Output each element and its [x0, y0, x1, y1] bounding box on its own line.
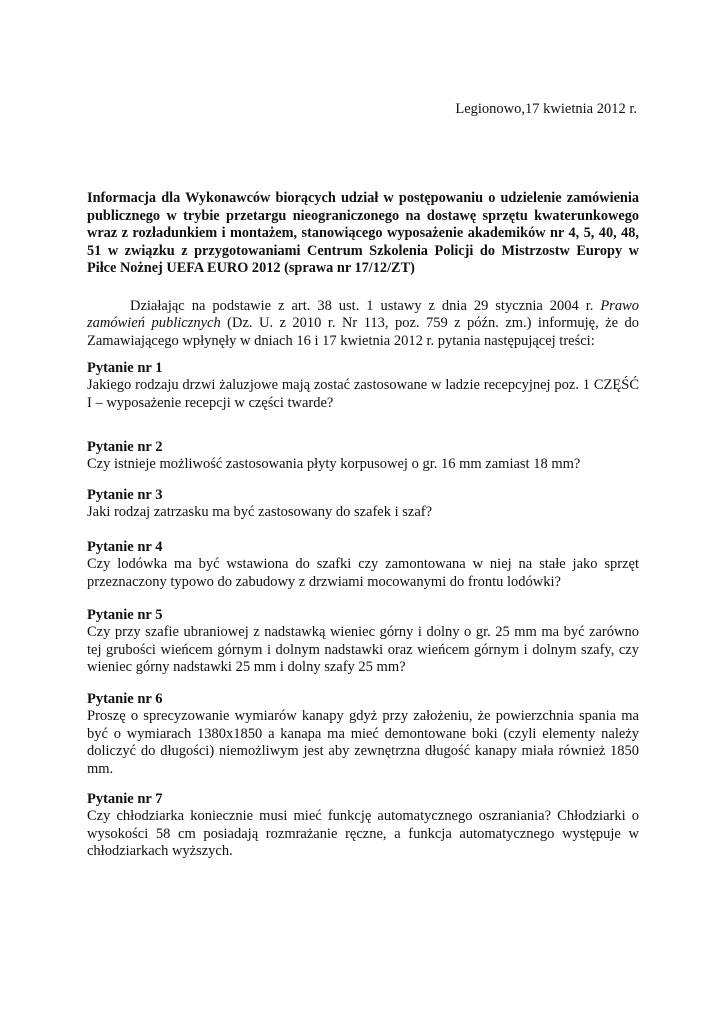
- question-heading: Pytanie nr 4: [87, 539, 163, 555]
- question-text: Czy chłodziarka koniecznie musi mieć funkcję automatycznego oszraniania? Chłodziarki o wysokości 58 cm posiadają rozmrażanie ręczne, a funkcja automatycznego występuje w chłodziarkach wyższych.: [87, 808, 639, 860]
- question-heading: Pytanie nr 7: [87, 791, 163, 807]
- question-text: Proszę o sprecyzowanie wymiarów kanapy gdyż przy założeniu, że powierzchnia spania ma być o wymiarach 1380x1850 a kanapa ma mieć demontowane boki (czyli elementy należy doliczyć do długości) niemożliwym jest aby zewnętrzna długość kanapy miała również 1850 mm.: [87, 708, 639, 777]
- intro-text-start: Działając na podstawie z art. 38 ust. 1 ustawy z dnia 29 stycznia 2004 r.: [130, 298, 601, 314]
- intro-paragraph: [87, 298, 639, 350]
- question-text: Jaki rodzaj zatrzasku ma być zastosowany do szafek i szaf?: [87, 504, 433, 521]
- question-4: [87, 539, 639, 591]
- question-7: [87, 791, 639, 861]
- question-heading: Pytanie nr 5: [87, 607, 163, 623]
- document-title: Informacja dla Wykonawców biorących udział w postępowaniu o udzielenie zamówienia publicznego w trybie przetargu nieograniczonego na dostawę sprzętu kwaterunkowego wraz z rozładunkiem i montażem, stanowiącego wyposażenie akademików nr 4, 5, 40, 48, 51 w związku z przygotowaniami Centrum Szkolenia Policji do Mistrzostw Europy w Piłce Nożnej UEFA EURO 2012 (sprawa nr 17/12/ZT): [87, 190, 639, 277]
- question-text: Czy przy szafie ubraniowej z nadstawką wieniec górny i dolny o gr. 25 mm ma być zarówno tej grubości wieńcem górnym i dolnym nadstawki oraz wieńcem górnym i dolnym szafy, czy wieniec górny nadstawki 25 mm i dolny szafy 25 mm?: [87, 624, 639, 676]
- question-heading: Pytanie nr 1: [87, 360, 163, 376]
- question-text: Czy lodówka ma być wstawiona do szafki czy zamontowana w niej na stałe jako sprzęt przeznaczony typowo do zabudowy z drzwiami mocowanymi do frontu lodówki?: [87, 556, 639, 590]
- question-3: [87, 487, 639, 522]
- date-line: Legionowo,17 kwietnia 2012 r.: [455, 101, 637, 117]
- question-2: [87, 439, 639, 474]
- question-text: Czy istnieje możliwość zastosowania płyty korpusowej o gr. 16 mm zamiast 18 mm?: [87, 456, 581, 473]
- question-text: Jakiego rodzaju drzwi żaluzjowe mają zostać zastosowane w ladzie recepcyjnej poz. 1 CZĘŚĆ I – wyposażenie recepcji w części twarde?: [87, 377, 639, 411]
- intro-text-end: (Dz. U. z 2010 r. Nr 113, poz. 759 z późn. zm.) informuję, że do Zamawiającego wpłynęły w dniach 16 i 17 kwietnia 2012 r. pytania następującej treści:: [87, 315, 639, 349]
- question-heading: Pytanie nr 6: [87, 691, 163, 707]
- question-1: [87, 360, 639, 412]
- question-6: [87, 691, 639, 778]
- question-heading: Pytanie nr 3: [87, 487, 163, 503]
- question-heading: Pytanie nr 2: [87, 439, 163, 455]
- question-5: [87, 607, 639, 677]
- intro-act-title: Prawo zamówień publicznych: [87, 298, 639, 332]
